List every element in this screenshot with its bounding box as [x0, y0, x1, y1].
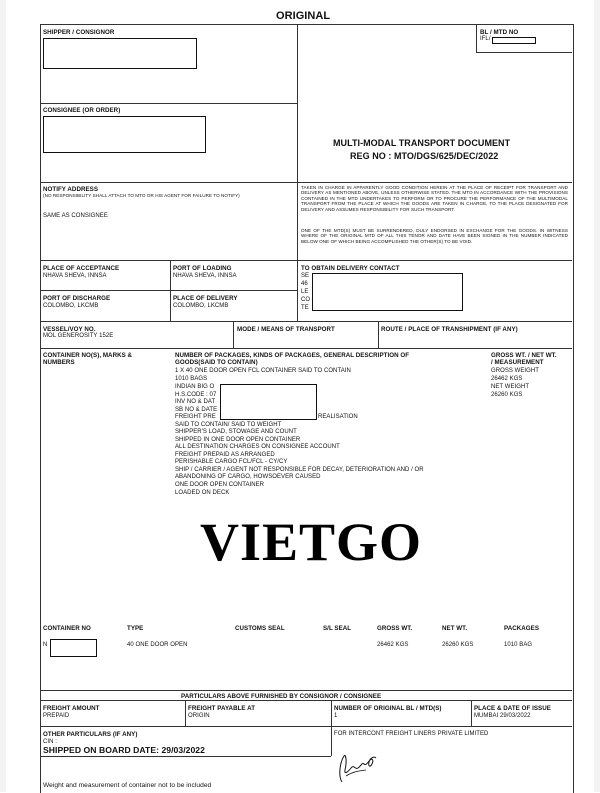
vessel-label: VESSEL/VOY NO. [43, 326, 96, 333]
net-weight-value: 26260 KGS [491, 392, 523, 398]
place-delivery-label: PLACE OF DELIVERY [173, 295, 238, 302]
packages-value: 1010 BAG [504, 642, 533, 648]
notify-note: (NO RESPONSIBILITY SHALL ATTACH TO MTO OR HIS AGENT FOR FAILURE TO NOTIFY) [43, 193, 240, 198]
delivery-contact-line: 46 [301, 281, 308, 287]
company-name: FOR INTERCONT FREIGHT LINERS PRIVATE LIMITED [334, 731, 489, 737]
terms-paragraph-1: TAKEN IN CHARGE IN APPARENTLY GOOD CONDITION HEREIN AT THE PLACE OF RECEIPT FOR TRANSPORT AND DELIVERY AS MENTIONED ABOVE, UNLESS OTHERWISE STATED. THE MTO IN ACCORDANCE WITH THE PROVISIONS CONTAINED IN THE MTD UNDERTAKES TO PERFORM OR TO PROCURE THE PERFORMANCE OF THE MULTIMODAL TRANSPORT FROM THE PLACE AT WHICH THE GOODS ARE TAKEN IN CHARGE, TO THE PLACE DESIGNATED FOR DELIVERY AND ASSUMES RESPONSIBILITY FOR SUCH TRANSPORT. [301, 185, 568, 212]
issue-label: PLACE & DATE OF ISSUE [474, 705, 551, 712]
loading-value: NHAVA SHEVA, INNSA [173, 273, 237, 279]
bl-label: BL / MTD NO [480, 29, 519, 36]
container-no-value: N [43, 642, 48, 648]
description-line: 1010 BAGS [175, 376, 208, 382]
description-line: FREIGHT PREPAID AS ARRANGED [175, 452, 275, 458]
other-particulars-label: OTHER PARTICULARS (IF ANY) [43, 731, 138, 738]
marks-header: CONTAINER NO(S), MARKS & [43, 352, 133, 359]
mode-label: MODE / MEANS OF TRANSPORT [237, 326, 335, 333]
delivery-contact-line: CO [301, 297, 311, 303]
document-sheet [6, 0, 594, 792]
freight-payable-value: ORIGIN [188, 713, 210, 719]
shipper-redacted-box [43, 38, 197, 69]
delivery-contact-line: SE [301, 273, 310, 279]
original-title: ORIGINAL [276, 10, 331, 22]
net-wt-header: NET WT. [442, 625, 468, 632]
document-title: MULTI-MODAL TRANSPORT DOCUMENT [333, 138, 511, 148]
description-line: 1 X 40 ONE DOOR OPEN FCL CONTAINER SAID TO CONTAIN [175, 368, 351, 374]
acceptance-label: PLACE OF ACCEPTANCE [43, 265, 120, 272]
discharge-label: PORT OF DISCHARGE [43, 295, 111, 302]
description-line: INV NO & DAT [175, 399, 216, 405]
packages-header-2: GOODS(SAID TO CONTAIN) [175, 359, 258, 366]
container-no-header: CONTAINER NO [43, 625, 91, 632]
gross-weight-label: GROSS WEIGHT [491, 368, 539, 374]
terms-paragraph-2: ONE OF THE MTD(S) MUST BE SURRENDERED, DULY ENDORSED IN EXCHANGE FOR THE GOODS. IN WITNESS WHERE OF THE ORIGINAL MTD OF ALL THIS TENOR AND DATE HAVE BEEN SIGNED IN THE NUMBER INDICATED BELOW ONE OF WHICH BEING ACCOMPLISHED THE OTHER(S) TO BE VOID. [301, 228, 568, 244]
description-line: ONE DOOR OPEN CONTAINER [175, 482, 265, 488]
cin-text: CIN : [43, 739, 57, 745]
packages-header: NUMBER OF PACKAGES, KINDS OF PACKAGES, GENERAL DESCRIPTION OF [175, 352, 410, 359]
document-reg-no: REG NO : MTO/DGS/625/DEC/2022 [350, 151, 499, 161]
shipper-label: SHIPPER / CONSIGNOR [43, 29, 115, 36]
loading-label: PORT OF LOADING [173, 265, 232, 272]
originals-label: NUMBER OF ORIGINAL BL / MTD(S) [334, 705, 442, 712]
delivery-contact-line: LE [301, 289, 309, 295]
gross-wt-header: GROSS WT. [377, 625, 413, 632]
place-delivery-value: COLOMBO, LKCMB [173, 303, 229, 309]
vessel-value: MOL GENEROSITY 152E [43, 333, 114, 339]
freight-amount-label: FREIGHT AMOUNT [43, 705, 100, 712]
marks-header-2: NUMBERS [43, 359, 75, 366]
description-line: SB NO & DATE [175, 407, 218, 413]
description-line: PERISHABLE CARGO FCL/FCL - CY/CY [175, 459, 288, 465]
description-line: INDIAN BIG O [175, 384, 215, 390]
signature-image [328, 742, 388, 784]
description-line: ALL DESTINATION CHARGES ON CONSIGNEE ACCOUNT [175, 444, 340, 450]
container-no-redacted-box [50, 639, 97, 657]
description-redacted-box [220, 384, 317, 420]
gross-wt-value: 26462 KGS [377, 642, 409, 648]
description-line: SHIP / CARRIER / AGENT NOT RESPONSIBLE FOR DECAY, DETERIORATION AND / OR [175, 467, 424, 473]
delivery-contact-redacted-box [312, 273, 463, 311]
notify-value: SAME AS CONSIGNEE [43, 213, 108, 219]
particulars-text: PARTICULARS ABOVE FURNISHED BY CONSIGNOR / CONSIGNEE [181, 693, 382, 700]
description-line: H.S.CODE : 07 [175, 392, 217, 398]
delivery-contact-label: TO OBTAIN DELIVERY CONTACT [301, 265, 400, 272]
shipped-on-board: SHIPPED ON BOARD DATE: 29/03/2022 [43, 745, 205, 755]
freight-amount-value: PREPAID [43, 713, 70, 719]
customs-seal-header: CUSTOMS SEAL [235, 625, 285, 632]
net-wt-value: 26260 KGS [442, 642, 474, 648]
originals-value: 1 [334, 713, 338, 719]
weight-header-2: / MEASUREMENT [491, 359, 544, 366]
delivery-contact-line: TE [301, 305, 309, 311]
issue-value: MUMBAI 29/03/2022 [474, 713, 531, 719]
net-weight-label: NET WEIGHT [491, 384, 530, 390]
bl-redacted-box [492, 37, 536, 44]
gross-weight-value: 26462 KGS [491, 376, 523, 382]
description-line: ABANDONING OF CARGO, HOWSOEVER CAUSED [175, 474, 321, 480]
discharge-value: COLOMBO, LKCMB [43, 303, 99, 309]
consignee-redacted-box [43, 116, 206, 153]
footer-note: Weight and measurement of container not to be included [43, 782, 212, 789]
realisation-text: REALISATION [318, 414, 358, 420]
description-line: SHIPPER'S LOAD, STOWAGE AND COUNT [175, 429, 297, 435]
vietgo-watermark: VIETGO [200, 512, 423, 572]
packages-header-col: PACKAGES [504, 625, 540, 632]
description-line: LOADED ON DECK [175, 490, 230, 496]
type-value: 40 ONE DOOR OPEN [127, 642, 188, 648]
bl-prefix: IFL/ [480, 36, 491, 42]
description-line: SAID TO CONTAIN/ SAID TO WEIGHT [175, 422, 282, 428]
route-label: ROUTE / PLACE OF TRANSHIPMENT (IF ANY) [381, 326, 518, 333]
consignee-label: CONSIGNEE (OR ORDER) [43, 107, 121, 114]
description-line: FREIGHT PRE [175, 414, 216, 420]
description-line: SHIPPED IN ONE DOOR OPEN CONTAINER [175, 437, 301, 443]
weight-header: GROSS WT. / NET WT. [491, 352, 557, 359]
notify-label: NOTIFY ADDRESS [43, 186, 99, 193]
acceptance-value: NHAVA SHEVA, INNSA [43, 273, 107, 279]
freight-payable-label: FREIGHT PAYABLE AT [188, 705, 256, 712]
sl-seal-header: S/L SEAL [323, 625, 352, 632]
type-header: TYPE [127, 625, 144, 632]
